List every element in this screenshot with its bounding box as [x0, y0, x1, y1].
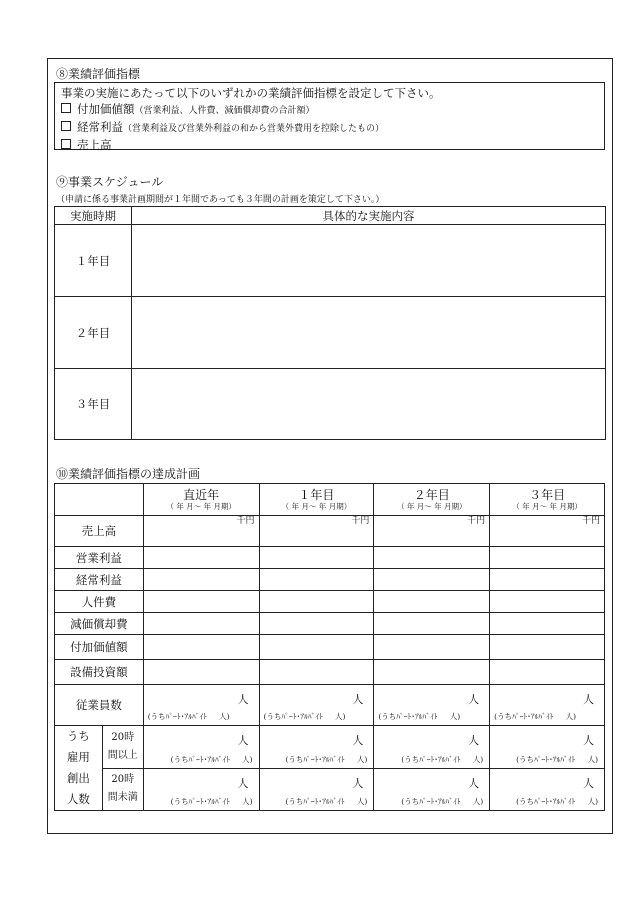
hire-cell[interactable]: 人 (うちﾊﾟｰﾄ･ｱﾙﾊﾞｲﾄ 人) [259, 726, 374, 769]
hire-cell[interactable]: 人 (うちﾊﾟｰﾄ･ｱﾙﾊﾞｲﾄ 人) [143, 768, 259, 811]
value-cell[interactable] [490, 591, 605, 613]
value-cell[interactable] [143, 635, 259, 660]
sec10-title: ⑩業績評価指標の達成計画 [56, 467, 201, 481]
row-label-value-added: 付加価値額 [55, 635, 144, 660]
employees-cell[interactable]: 人 (うちﾊﾟｰﾄ･ｱﾙﾊﾞｲﾄ 人) [143, 685, 259, 726]
employees-cell[interactable]: 人 (うちﾊﾟｰﾄ･ｱﾙﾊﾞｲﾄ 人) [374, 685, 490, 726]
value-cell[interactable]: 千円 [259, 516, 374, 547]
schedule-year-label: ２年目 [55, 297, 132, 369]
value-cell[interactable] [143, 547, 259, 569]
col-header-2: ２年目 （ 年 月～ 年 月期） [374, 484, 490, 516]
sec8-box [54, 82, 605, 150]
employees-cell[interactable]: 人 (うちﾊﾟｰﾄ･ｱﾙﾊﾞｲﾄ 人) [259, 685, 374, 726]
hire-cell[interactable]: 人 (うちﾊﾟｰﾄ･ｱﾙﾊﾞｲﾄ 人) [490, 726, 605, 769]
row-label-sales: 売上高 [55, 516, 144, 547]
sec8-option-2[interactable]: 経常利益（営業利益及び営業外利益の和から営業外費用を控除したもの） [61, 119, 598, 137]
value-cell[interactable] [374, 569, 490, 591]
checkbox-icon[interactable] [61, 121, 71, 131]
col-content-header: 具体的な実施内容 [132, 207, 606, 225]
value-cell[interactable] [143, 591, 259, 613]
hire-20h-over-label: 20時 間以上 [102, 726, 143, 769]
value-cell[interactable] [143, 613, 259, 635]
employees-cell[interactable]: 人 (うちﾊﾟｰﾄ･ｱﾙﾊﾞｲﾄ 人) [490, 685, 605, 726]
value-cell[interactable] [374, 547, 490, 569]
row-label-operating-profit: 営業利益 [55, 547, 144, 569]
row-label-depreciation: 減価償却費 [55, 613, 144, 635]
row-label-ordinary-profit: 経常利益 [55, 569, 144, 591]
col-header-0: 直近年 （ 年 月～ 年 月期） [143, 484, 259, 516]
value-cell[interactable] [143, 660, 259, 685]
value-cell[interactable] [374, 635, 490, 660]
col-header-1: １年目 （ 年 月～ 年 月期） [259, 484, 374, 516]
hire-creation-label: うち 雇用 創出 人数 [55, 726, 103, 811]
sec9-title: ⑨事業スケジュール [56, 175, 164, 189]
row-label-personnel: 人件費 [55, 591, 144, 613]
value-cell[interactable] [490, 547, 605, 569]
col-header-3: ３年目 （ 年 月～ 年 月期） [490, 484, 605, 516]
value-cell[interactable] [259, 591, 374, 613]
value-cell[interactable] [490, 660, 605, 685]
value-cell[interactable]: 千円 [143, 516, 259, 547]
row-label-employees: 従業員数 [55, 685, 144, 726]
value-cell[interactable] [259, 660, 374, 685]
value-cell[interactable] [143, 569, 259, 591]
value-cell[interactable] [490, 569, 605, 591]
value-cell[interactable] [374, 591, 490, 613]
hire-cell[interactable]: 人 (うちﾊﾟｰﾄ･ｱﾙﾊﾞｲﾄ 人) [374, 726, 490, 769]
value-cell[interactable] [259, 613, 374, 635]
value-cell[interactable] [259, 635, 374, 660]
hire-cell[interactable]: 人 (うちﾊﾟｰﾄ･ｱﾙﾊﾞｲﾄ 人) [374, 768, 490, 811]
sec8-intro: 事業の実施にあたって以下のいずれかの業績評価指標を設定して下さい。 [61, 86, 441, 100]
schedule-content-cell[interactable] [132, 297, 606, 369]
sec8-title: ⑧業績評価指標 [56, 67, 141, 81]
value-cell[interactable] [374, 660, 490, 685]
row-label-capex: 設備投資額 [55, 660, 144, 685]
sec8-option-3[interactable]: 売上高 [61, 137, 598, 153]
hire-cell[interactable]: 人 (うちﾊﾟｰﾄ･ｱﾙﾊﾞｲﾄ 人) [490, 768, 605, 811]
sec8-option-1[interactable]: 付加価値額（営業利益、人件費、減価償却費の合計額） [61, 101, 598, 119]
hire-cell[interactable]: 人 (うちﾊﾟｰﾄ･ｱﾙﾊﾞｲﾄ 人) [259, 768, 374, 811]
value-cell[interactable] [490, 613, 605, 635]
hire-20h-under-label: 20時 間未満 [102, 768, 143, 811]
schedule-year-label: １年目 [55, 225, 132, 297]
checkbox-icon[interactable] [61, 103, 71, 113]
value-cell[interactable] [374, 613, 490, 635]
checkbox-icon[interactable] [61, 139, 71, 149]
value-cell[interactable] [259, 569, 374, 591]
hire-cell[interactable]: 人 (うちﾊﾟｰﾄ･ｱﾙﾊﾞｲﾄ 人) [143, 726, 259, 769]
schedule-table [54, 206, 606, 440]
schedule-content-cell[interactable] [132, 225, 606, 297]
corner-cell [55, 484, 144, 516]
value-cell[interactable]: 千円 [374, 516, 490, 547]
plan-table [54, 483, 605, 811]
value-cell[interactable]: 千円 [490, 516, 605, 547]
col-period-header: 実施時期 [55, 207, 132, 225]
sec9-note: （申請に係る事業計画期間が１年間であっても３年間の計画を策定して下さい。） [56, 195, 385, 205]
value-cell[interactable] [259, 547, 374, 569]
schedule-year-label: ３年目 [55, 369, 132, 440]
schedule-content-cell[interactable] [132, 369, 606, 440]
value-cell[interactable] [490, 635, 605, 660]
